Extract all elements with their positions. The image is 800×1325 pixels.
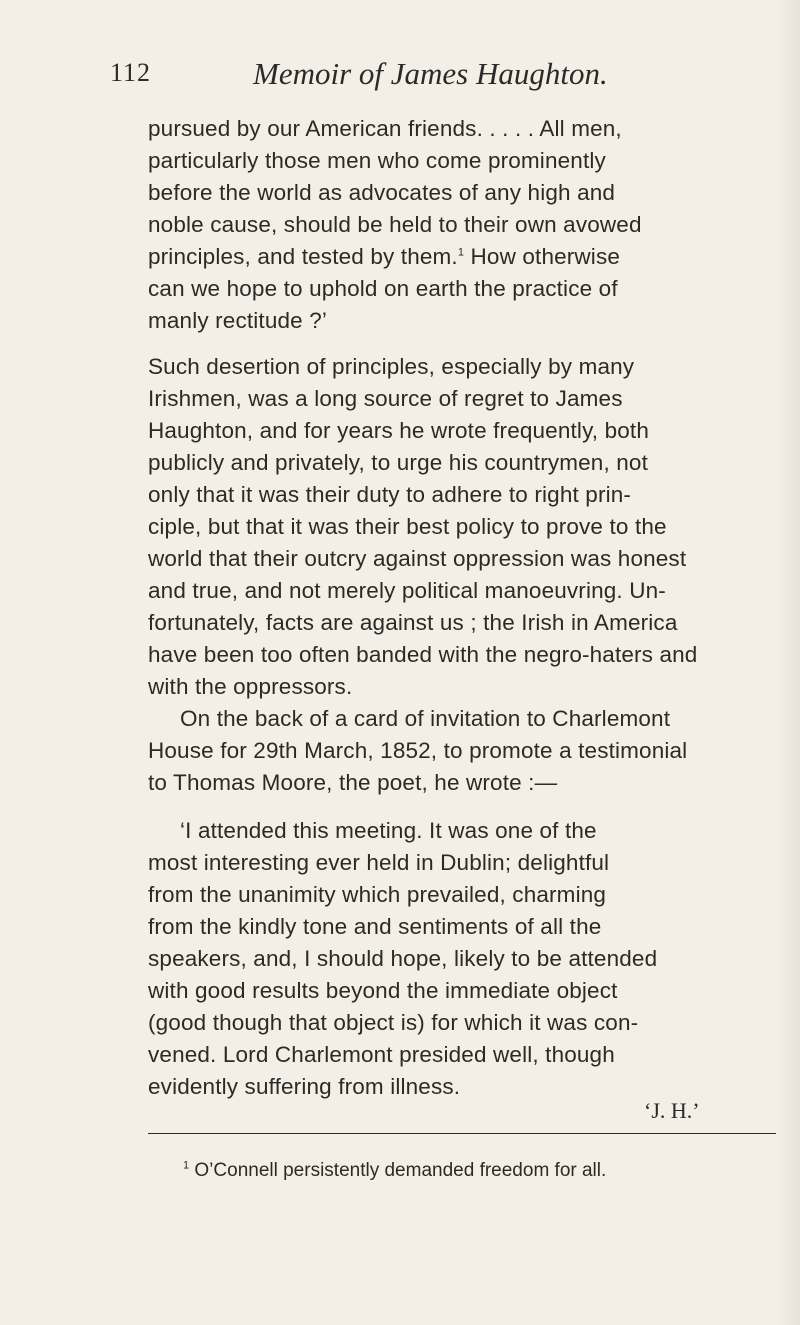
text-line: vened. Lord Charlemont presided well, though: [148, 1042, 615, 1067]
running-head: Memoir of James Haughton.: [253, 56, 608, 91]
text-line: fortunately, facts are against us ; the Irish in America: [148, 610, 678, 635]
text-line: Haughton, and for years he wrote frequently, both: [148, 418, 649, 443]
text-segment: principles, and tested by them.: [148, 244, 458, 269]
text-line: manly rectitude ?’: [148, 308, 328, 333]
text-line: ‘I attended this meeting. It was one of the: [180, 818, 597, 843]
text-line: world that their outcry against oppression was honest: [148, 546, 687, 571]
text-line: evidently suffering from illness.: [148, 1074, 461, 1099]
text-line: particularly those men who come prominently: [148, 148, 606, 173]
text-line: and true, and not merely political manoeuvring. Un-: [148, 578, 666, 603]
text-line: with good results beyond the immediate object: [148, 978, 618, 1003]
text-line: Irishmen, was a long source of regret to James: [148, 386, 623, 411]
text-line: noble cause, should be held to their own avowed: [148, 212, 642, 237]
text-line: can we hope to uphold on earth the practice of: [148, 276, 618, 301]
text-line: from the unanimity which prevailed, charming: [148, 882, 607, 907]
text-segment: How otherwise: [470, 244, 621, 269]
text-line: Such desertion of principles, especially by many: [148, 354, 635, 379]
footnote-divider: [148, 1133, 776, 1134]
signature: ‘J. H.’: [644, 1098, 700, 1123]
text-line: with the oppressors.: [148, 674, 353, 699]
page-header: [110, 58, 670, 98]
text-line: have been too often banded with the negro-haters and: [148, 642, 698, 667]
text-line: On the back of a card of invitation to Charlemont: [180, 706, 671, 731]
text-line: speakers, and, I should hope, likely to be attended: [148, 946, 658, 971]
text-line: House for 29th March, 1852, to promote a testimonial: [148, 738, 688, 763]
text-line-with-footnote: [148, 242, 620, 272]
page-edge-shadow: [778, 0, 800, 1325]
text-line: pursued by our American friends. . . . . All men,: [148, 116, 622, 141]
footnote-text: O’Connell persistently demanded freedom for all.: [194, 1160, 607, 1181]
footnote: [183, 1160, 606, 1182]
text-line: only that it was their duty to adhere to right prin-: [148, 482, 632, 507]
text-line: from the kindly tone and sentiments of all the: [148, 914, 602, 939]
footnote-marker: 1: [183, 1159, 190, 1172]
page-number: 112: [110, 58, 152, 87]
text-line: ciple, but that it was their best policy to prove to the: [148, 514, 667, 539]
text-line: (good though that object is) for which it was con-: [148, 1010, 639, 1035]
footnote-reference: 1: [457, 246, 465, 259]
text-line: publicly and privately, to urge his countrymen, not: [148, 450, 648, 475]
text-line: most interesting ever held in Dublin; delightful: [148, 850, 610, 875]
text-line: before the world as advocates of any high and: [148, 180, 616, 205]
text-line: to Thomas Moore, the poet, he wrote :—: [148, 770, 558, 795]
